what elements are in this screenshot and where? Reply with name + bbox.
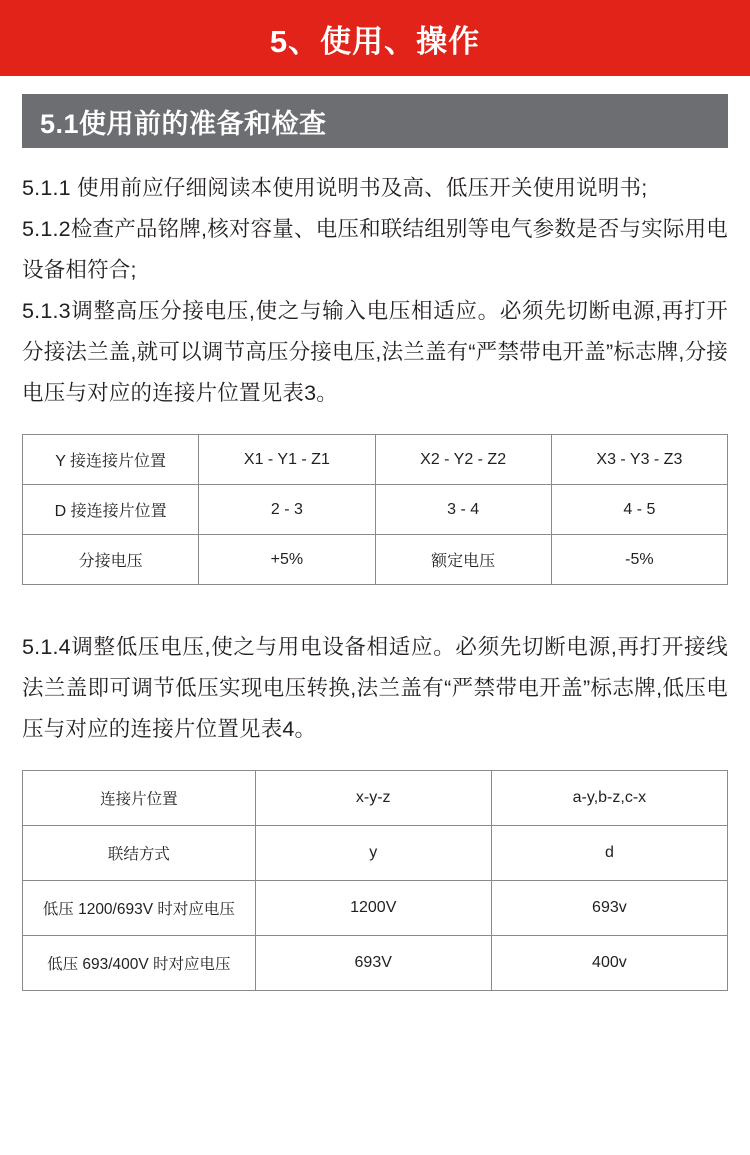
table-3-tap-voltage: [22, 434, 728, 585]
table3-r0-c0: Y 接连接片位置: [23, 435, 199, 485]
table3-r0-c1: X1 - Y1 - Z1: [199, 435, 375, 485]
table4-r1-c1: y: [255, 826, 491, 881]
table4-r1-c0: 联结方式: [23, 826, 256, 881]
table3-r1-c3: 4 - 5: [551, 485, 727, 535]
table4-r3-c1: 693V: [255, 936, 491, 991]
paragraph-5-1-2: 5.1.2检查产品铭牌,核对容量、电压和联结组别等电气参数是否与实际用电设备相符合;: [22, 217, 728, 282]
table4-r3-c2: 400v: [491, 936, 727, 991]
paragraph-5-1-3: 5.1.3调整高压分接电压,使之与输入电压相适应。必须先切断电源,再打开分接法兰盖,就可以调节高压分接电压,法兰盖有“严禁带电开盖”标志牌,分接电压与对应的连接片位置见表3。: [22, 299, 728, 405]
body-text-block-2: [22, 627, 728, 750]
section-title: 5.1使用前的准备和检查: [40, 108, 327, 139]
table4-r3-c0: 低压 693/400V 时对应电压: [23, 936, 256, 991]
table4-r2-c2: 693v: [491, 881, 727, 936]
table4-r0-c1: x-y-z: [255, 771, 491, 826]
table3-r0-c2: X2 - Y2 - Z2: [375, 435, 551, 485]
paragraph-5-1-4: 5.1.4调整低压电压,使之与用电设备相适应。必须先切断电源,再打开接线法兰盖即可调节低压实现电压转换,法兰盖有“严禁带电开盖”标志牌,低压电压与对应的连接片位置见表4。: [22, 635, 728, 741]
table4-r1-c2: d: [491, 826, 727, 881]
table-row: [23, 485, 728, 535]
paragraph-5-1-1: 5.1.1 使用前应仔细阅读本使用说明书及高、低压开关使用说明书;: [22, 176, 648, 200]
table3-r2-c1: +5%: [199, 535, 375, 585]
table4-r0-c2: a-y,b-z,c-x: [491, 771, 727, 826]
table4-r2-c0: 低压 1200/693V 时对应电压: [23, 881, 256, 936]
table-row: [23, 826, 728, 881]
table3-r0-c3: X3 - Y3 - Z3: [551, 435, 727, 485]
table3-r2-c0: 分接电压: [23, 535, 199, 585]
table3-r2-c3: -5%: [551, 535, 727, 585]
chapter-header: [0, 0, 750, 76]
table3-r1-c1: 2 - 3: [199, 485, 375, 535]
body-text-block-1: [22, 168, 728, 414]
table4-r2-c1: 1200V: [255, 881, 491, 936]
table3-r1-c0: D 接连接片位置: [23, 485, 199, 535]
table-row: [23, 535, 728, 585]
chapter-title: 5、使用、操作: [269, 23, 481, 59]
table4-r0-c0: 连接片位置: [23, 771, 256, 826]
table3-r2-c2: 额定电压: [375, 535, 551, 585]
section-header: [22, 94, 728, 148]
table-4-lv-voltage: [22, 770, 728, 991]
table-row: [23, 936, 728, 991]
table-row: [23, 881, 728, 936]
table3-r1-c2: 3 - 4: [375, 485, 551, 535]
table-row: [23, 435, 728, 485]
spacer: [0, 585, 750, 607]
table-row: [23, 771, 728, 826]
